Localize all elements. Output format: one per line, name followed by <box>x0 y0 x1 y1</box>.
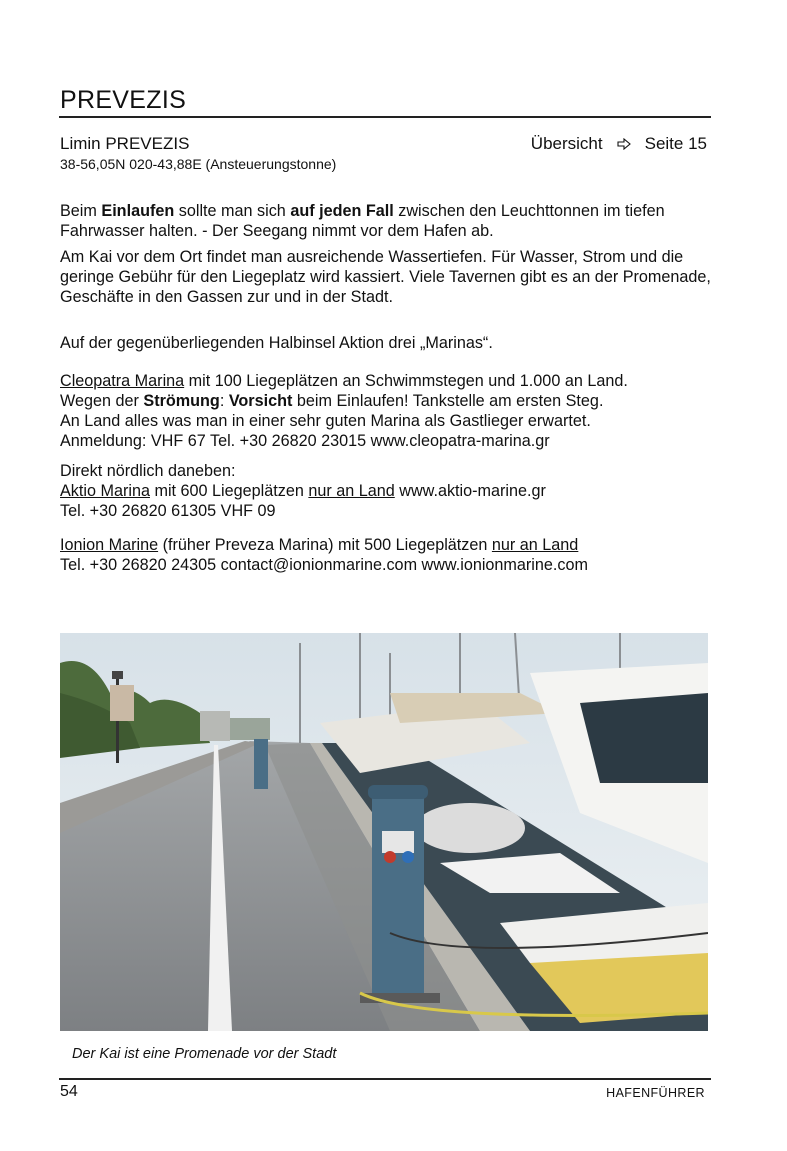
aktio-contact: Tel. +30 26820 61305 VHF 09 <box>60 502 276 520</box>
ionion-block: Ionion Marine (früher Preveza Marina) mit 500 Liegeplätzen nur an Land Tel. +30 26820 24305 contact@ionionmarine.com www.ionionmarine.com <box>60 535 720 575</box>
footer-divider <box>59 1078 711 1080</box>
cleopatra-marina-name: Cleopatra Marina <box>60 372 185 390</box>
harbour-name: Limin PREVEZIS <box>60 134 190 153</box>
paragraph-quay: Am Kai vor dem Ort findet man ausreichende Wassertiefen. Für Wasser, Strom und die geringe Gebühr für den Liegeplatz wird kassiert. Viele Tavernen gibt es an der Promenade, Geschäfte in den Gassen zur und in der Stadt. <box>60 248 711 306</box>
cleopatra-contact: Anmeldung: VHF 67 Tel. +30 26820 23015 www.cleopatra-marina.gr <box>60 432 550 450</box>
ionion-contact: Tel. +30 26820 24305 contact@ionionmarine.com www.ionionmarine.com <box>60 556 588 574</box>
arrow-right-outline-icon <box>617 138 631 150</box>
header-divider <box>59 116 711 118</box>
harbour-photo <box>60 633 708 1031</box>
overview-page-ref: Seite 15 <box>644 134 707 153</box>
overview-label: Übersicht <box>530 134 603 153</box>
running-footer: HAFENFÜHRER <box>606 1086 705 1100</box>
page-title: PREVEZIS <box>60 86 187 114</box>
quay-promenade-illustration <box>60 633 708 1031</box>
body-text <box>60 201 720 575</box>
page-number: 54 <box>60 1083 78 1100</box>
paragraph-marinas-intro: Auf der gegenüberliegenden Halbinsel Aktion drei „Marinas“. <box>60 334 493 352</box>
aktio-block: Direkt nördlich daneben: Aktio Marina mit 600 Liegeplätzen nur an Land www.aktio-marine.gr Tel. +30 26820 61305 VHF 09 <box>60 461 720 521</box>
ionion-marine-name: Ionion Marine <box>60 536 159 554</box>
cleopatra-block: Cleopatra Marina mit 100 Liegeplätzen an Schwimmstegen und 1.000 an Land. Wegen der Strömung: Vorsicht beim Einlaufen! Tankstelle am ersten Steg. An Land alles was man in einer sehr guten Marina als Gastlieger erwartet. Anmeldung: VHF 67 Tel. +30 26820 23015 www.cleopatra-marina.gr <box>60 371 720 451</box>
harbour-coordinates: 38-56,05N 020-43,88E (Ansteuerungstonne) <box>60 156 337 172</box>
overview-reference <box>531 134 707 154</box>
aktio-marina-name: Aktio Marina <box>60 482 150 500</box>
paragraph-entry: Beim Einlaufen sollte man sich auf jeden Fall zwischen den Leuchttonnen im tiefen Fahrwasser halten. - Der Seegang nimmt vor dem Hafen ab. <box>60 202 665 240</box>
photo-caption: Der Kai ist eine Promenade vor der Stadt <box>72 1046 337 1062</box>
